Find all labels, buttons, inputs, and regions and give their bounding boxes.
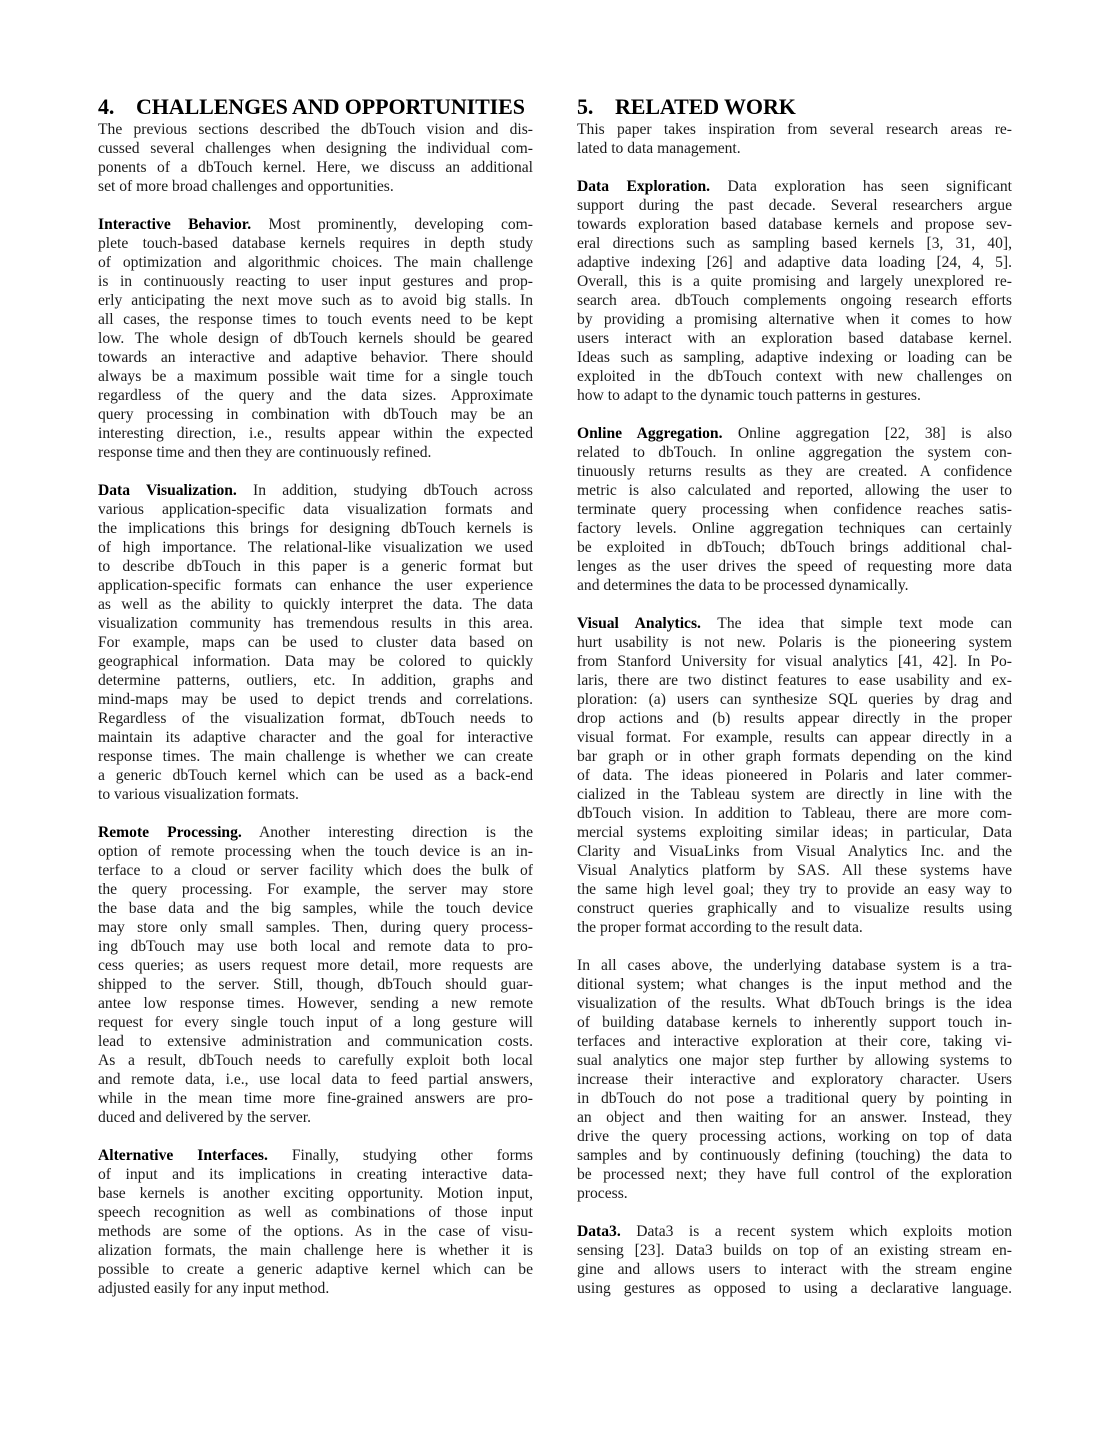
text-line: drop actions and (b) results appear directly in the proper (577, 710, 1012, 727)
right-column (577, 94, 1012, 1298)
section-title: RELATED WORK (615, 94, 796, 119)
section-number: 4. (98, 94, 115, 119)
paragraph-heading: Alternative Interfaces. (98, 1147, 268, 1164)
text-line: may store only small samples. Then, during query process- (98, 919, 533, 936)
text-line: base kernels is another exciting opportunity. Motion input, (98, 1185, 533, 1202)
text-line: sual analytics one major step further by allowing systems to (577, 1052, 1012, 1069)
text-line: exploited in the dbTouch context with new challenges on (577, 368, 1012, 385)
text-line: the proper format according to the result data. (577, 919, 863, 936)
paragraph-heading: Visual Analytics. (577, 615, 701, 632)
text-line: ing dbTouch may use both local and remote data to pro- (98, 938, 533, 955)
paragraph-data-exploration (577, 177, 1012, 405)
text-line: of high importance. The relational-like visualization we used (98, 539, 533, 556)
text-line: support during the past decade. Several researchers argue (577, 197, 1012, 214)
paragraph-heading: Remote Processing. (98, 824, 242, 841)
text-line: an object and then waiting for an answer. Instead, they (577, 1109, 1012, 1126)
paragraph-interactive-behavior (98, 215, 533, 462)
text-line: increase their interactive and exploratory character. Users (577, 1071, 1012, 1088)
text-line: various application-specific data visualization formats and (98, 501, 533, 518)
section-5-intro (577, 120, 1012, 158)
text-line: and determines the data to be processed dynamically. (577, 577, 909, 594)
text-line: cialized in the Tableau system are directly in line with the (577, 786, 1012, 803)
text-line: low. The whole design of dbTouch kernels should be geared (98, 330, 533, 347)
text-line: laris, there are two distinct features to ease usability and ex- (577, 672, 1012, 689)
text-line: Data3 is a recent system which exploits motion (620, 1223, 1012, 1240)
paragraph-data3 (577, 1222, 1012, 1298)
text-line: dbTouch vision. In addition to Tableau, there are more com- (577, 805, 1012, 822)
text-line: Most prominently, developing com- (251, 216, 533, 233)
text-line: methods are some of the options. As in the case of visu- (98, 1223, 533, 1240)
section-4-heading (98, 94, 533, 120)
text-line: Visual Analytics platform by SAS. All these systems have (577, 862, 1012, 879)
paragraph-heading: Data3. (577, 1223, 621, 1240)
text-line: samples and by continuously defining (touching) the data to (577, 1147, 1012, 1164)
text-line: speech recognition as well as combinations of those input (98, 1204, 533, 1221)
paragraph-remote-processing (98, 823, 533, 1127)
text-line: all cases, the response times to touch events need to be kept (98, 311, 533, 328)
text-line: terfaces and interactive exploration at their core, taking vi- (577, 1033, 1012, 1050)
text-line: eral directions such as sampling based kernels [3, 31, 40], (577, 235, 1012, 252)
paragraph-heading: Interactive Behavior. (98, 216, 252, 233)
text-line: from Stanford University for visual analytics [41, 42]. In Po- (577, 653, 1012, 670)
text-line: interesting direction, i.e., results appear within the expected (98, 425, 533, 442)
text-line: using gestures as opposed to using a declarative language. (577, 1280, 1012, 1297)
text-line: of optimization and algorithmic choices. The main challenge (98, 254, 533, 271)
text-line: adjusted easily for any input method. (98, 1280, 330, 1297)
paragraph-heading: Data Visualization. (98, 482, 237, 499)
text-line: in dbTouch do not pose a traditional query by pointing in (577, 1090, 1012, 1107)
text-line: metric is also calculated and reported, allowing the user to (577, 482, 1012, 499)
text-line: by providing a promising alternative when it comes to how (577, 311, 1012, 328)
section-4-intro (98, 120, 533, 196)
text-line: the query processing. For example, the server may store (98, 881, 533, 898)
text-line: of data. The ideas pioneered in Polaris and later commer- (577, 767, 1012, 784)
text-line: ditional system; what changes is the input method and the (577, 976, 1012, 993)
text-line: Overall, this is a quite promising and largely unexplored re- (577, 273, 1012, 290)
text-line: request for every single touch input of a long gesture will (98, 1014, 533, 1031)
paragraph-heading: Data Exploration. (577, 178, 711, 195)
section-title: CHALLENGES AND OPPORTUNITIES (136, 94, 525, 119)
text-line: how to adapt to the dynamic touch patterns in gestures. (577, 387, 921, 404)
text-line: users interact with an exploration based database kernel. (577, 330, 1012, 347)
text-line: The idea that simple text mode can (700, 615, 1013, 632)
text-line: Finally, studying other forms (267, 1147, 533, 1164)
text-line: visualization community has tremendous results in this area. (98, 615, 533, 632)
text-line: query processing in combination with dbTouch may be an (98, 406, 533, 423)
text-line: application-specific formats can enhance the user experience (98, 577, 533, 594)
text-line: of building database kernels to inherently support touch in- (577, 1014, 1012, 1031)
text-line: The previous sections described the dbTouch vision and dis- (98, 121, 533, 138)
text-line: the base data and the big samples, while the touch device (98, 900, 533, 917)
text-line: while in the mean time more fine-grained answers are pro- (98, 1090, 533, 1107)
text-line: be processed next; they have full control of the exploration (577, 1166, 1012, 1183)
text-line: Ideas such as sampling, adaptive indexing or loading can be (577, 349, 1012, 366)
section-5-heading (577, 94, 1012, 120)
text-line: alization formats, the main challenge here is whether it is (98, 1242, 533, 1259)
text-line: process. (577, 1185, 628, 1202)
text-line: geographical information. Data may be colored to quickly (98, 653, 533, 670)
paragraph-heading: Online Aggregation. (577, 425, 723, 442)
text-line: bar graph or in other graph formats depending on the kind (577, 748, 1012, 765)
text-line: search area. dbTouch complements ongoing research efforts (577, 292, 1012, 309)
text-line: the implications this brings for designing dbTouch kernels is (98, 520, 533, 537)
text-line: lenges as the user drives the speed of requesting more data (577, 558, 1012, 575)
paragraph-all-cases (577, 956, 1012, 1203)
text-line: related to dbTouch. In online aggregation the system con- (577, 444, 1012, 461)
text-line: In all cases above, the underlying database system is a tra- (577, 957, 1012, 974)
text-line: adaptive indexing [26] and adaptive data loading [24, 4, 5]. (577, 254, 1012, 271)
text-line: towards exploration based database kernels and propose sev- (577, 216, 1012, 233)
paragraph-data-visualization (98, 481, 533, 804)
text-line: possible to create a generic adaptive kernel which can be (98, 1261, 533, 1278)
paragraph-visual-analytics (577, 614, 1012, 937)
text-line: Regardless of the visualization format, dbTouch needs to (98, 710, 533, 727)
left-column (98, 94, 533, 1298)
text-line: Data exploration has seen significant (710, 178, 1013, 195)
text-line: ploration: (a) users can synthesize SQL queries by drag and (577, 691, 1012, 708)
text-line: tinuously returns results as they are created. A confidence (577, 463, 1012, 480)
section-number: 5. (577, 94, 594, 119)
text-line: be exploited in dbTouch; dbTouch brings additional chal- (577, 539, 1012, 556)
text-line: duced and delivered by the server. (98, 1109, 312, 1126)
text-line: sensing [23]. Data3 builds on top of an existing stream en- (577, 1242, 1012, 1259)
text-line: visual format. For example, results can appear directly in a (577, 729, 1012, 746)
text-line: hurt usability is not new. Polaris is the pioneering system (577, 634, 1012, 651)
text-line: terminate query processing when confidence reaches satis- (577, 501, 1012, 518)
text-line: gine and allows users to interact with the stream engine (577, 1261, 1012, 1278)
text-line: ponents of a dbTouch kernel. Here, we discuss an additional (98, 159, 533, 176)
text-line: antee low response times. However, sending a new remote (98, 995, 533, 1012)
text-line: cussed several challenges when designing the individual com- (98, 140, 533, 157)
text-line: Clarity and VisuaLinks from Visual Analytics Inc. and the (577, 843, 1012, 860)
text-line: response times. The main challenge is whether we can create (98, 748, 533, 765)
text-line: set of more broad challenges and opportunities. (98, 178, 394, 195)
text-line: shipped to the server. Still, though, dbTouch should guar- (98, 976, 533, 993)
text-line: As a result, dbTouch needs to carefully exploit both local (98, 1052, 533, 1069)
text-line: to describe dbTouch in this paper is a generic format but (98, 558, 533, 575)
text-line: and remote data, i.e., use local data to feed partial answers, (98, 1071, 533, 1088)
text-line: plete touch-based database kernels requires in depth study (98, 235, 533, 252)
text-line: a generic dbTouch kernel which can be used as a back-end (98, 767, 533, 784)
text-line: determine patterns, outliers, etc. In addition, graphs and (98, 672, 533, 689)
text-line: regardless of the query and the data sizes. Approximate (98, 387, 533, 404)
text-line: of input and its implications in creating interactive data- (98, 1166, 533, 1183)
paragraph-online-aggregation (577, 424, 1012, 595)
text-line: For example, maps can be used to cluster data based on (98, 634, 533, 651)
text-line: lated to data management. (577, 140, 741, 157)
text-line: Another interesting direction is the (241, 824, 533, 841)
text-line: Online aggregation [22, 38] is also (722, 425, 1012, 442)
text-line: towards an interactive and adaptive behavior. There should (98, 349, 533, 366)
text-line: This paper takes inspiration from several research areas re- (577, 121, 1012, 138)
text-line: always be a maximum possible wait time for a single touch (98, 368, 533, 385)
text-line: mercial systems exploiting similar ideas; in particular, Data (577, 824, 1012, 841)
text-line: visualization of the results. What dbTouch brings is the idea (577, 995, 1012, 1012)
text-line: In addition, studying dbTouch across (236, 482, 533, 499)
text-line: mind-maps may be used to depict trends and correlations. (98, 691, 533, 708)
text-line: erly anticipating the next move such as to avoid big stalls. In (98, 292, 533, 309)
text-line: option of remote processing when the touch device is an in- (98, 843, 533, 860)
text-line: is in continuously reacting to user input gestures and prop- (98, 273, 533, 290)
text-line: construct queries graphically and to visualize results using (577, 900, 1012, 917)
paragraph-alternative-interfaces (98, 1146, 533, 1298)
text-line: terface to a cloud or server facility which does the bulk of (98, 862, 533, 879)
text-line: cess queries; as users request more detail, more requests are (98, 957, 533, 974)
text-line: response time and then they are continuously refined. (98, 444, 432, 461)
text-line: maintain its adaptive character and the goal for interactive (98, 729, 533, 746)
text-line: factory levels. Online aggregation techniques can certainly (577, 520, 1012, 537)
text-line: the same high level goal; they try to provide an easy way to (577, 881, 1012, 898)
text-line: as well as the ability to quickly interpret the data. The data (98, 596, 533, 613)
text-line: lead to extensive administration and communication costs. (98, 1033, 533, 1050)
text-line: to various visualization formats. (98, 786, 299, 803)
text-line: drive the query processing actions, working on top of data (577, 1128, 1012, 1145)
